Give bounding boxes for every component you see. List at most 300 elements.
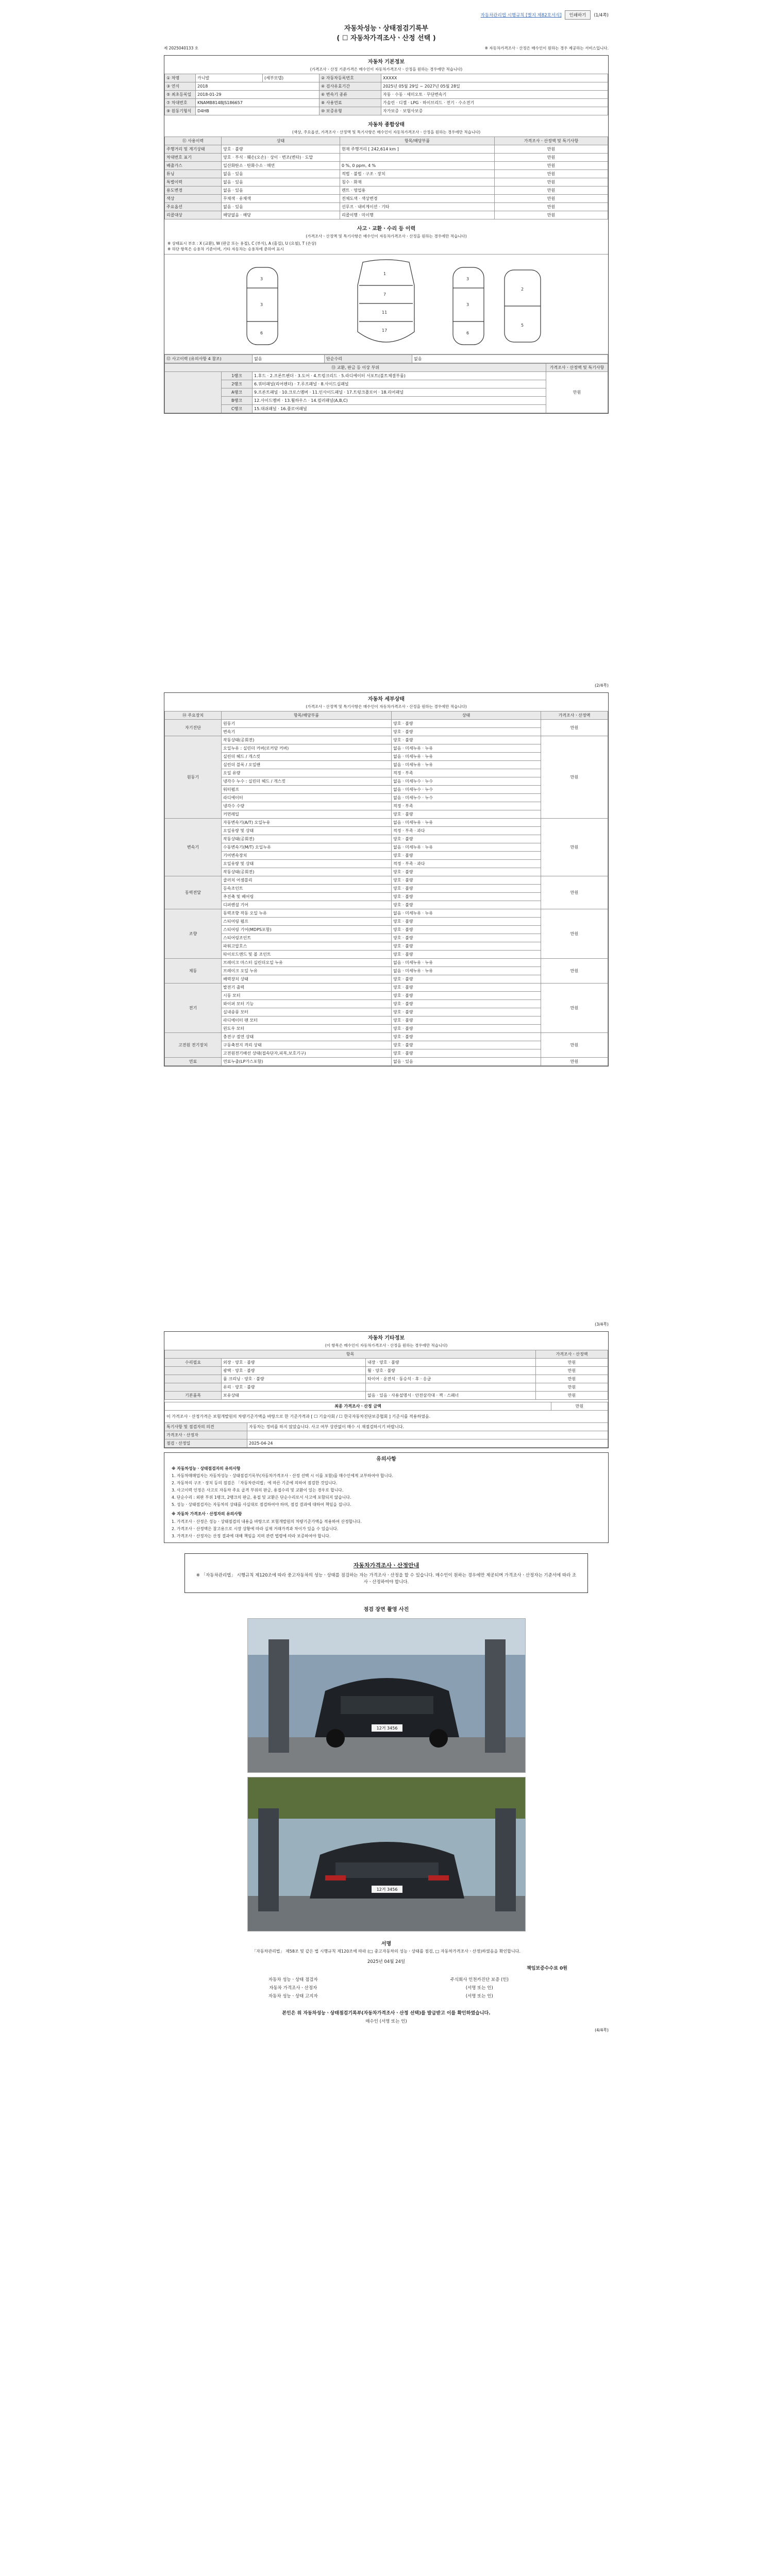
table-row bbox=[165, 1411, 608, 1423]
table-cell: 만원 bbox=[541, 959, 608, 984]
warning-item: 5. 성능ㆍ상태점검자는 자동차의 상태를 사실대로 점검하여야 하며, 점검 결과에 대하여 책임을 집니다. bbox=[172, 1502, 351, 1507]
top-bar bbox=[164, 10, 609, 20]
table-cell: 양호 · 불량 bbox=[392, 1041, 541, 1049]
table-header-row bbox=[165, 137, 608, 145]
group-name: 연료 bbox=[165, 1058, 222, 1066]
signature-date: 2025년 04월 24일 bbox=[367, 1959, 406, 1965]
table-cell: 만원 bbox=[495, 195, 608, 203]
table-cell: 동력조향 작동 오일 누유 bbox=[222, 909, 392, 918]
table-row bbox=[165, 355, 608, 363]
table-cell: 외장 · 양호 · 불량 bbox=[222, 1359, 366, 1367]
table-cell: 2018 bbox=[196, 82, 320, 91]
table-cell: 라디에이터 bbox=[222, 794, 392, 802]
table-row bbox=[165, 170, 608, 178]
table-cell: 오일유량 및 상태 bbox=[222, 860, 392, 868]
svg-text:3: 3 bbox=[466, 302, 469, 307]
rank-rows bbox=[165, 372, 608, 413]
doc-note: ※ 자동차가격조사ㆍ산정은 매수인이 원하는 경우 제공하는 서비스입니다. bbox=[484, 46, 609, 50]
detail-rows bbox=[165, 720, 608, 1066]
page-label: (3/4쪽) bbox=[595, 1322, 609, 1327]
table-row bbox=[165, 380, 608, 388]
table-row bbox=[165, 1439, 608, 1448]
plate-text: 12거 3456 bbox=[376, 1726, 397, 1731]
warning-item: 1. 가격조사ㆍ산정은 성능ㆍ상태점검의 내용을 바탕으로 보험개발원의 차량기준가액을 적용하여 산정합니다. bbox=[172, 1519, 362, 1524]
table-cell: 6.쿼터패널(리어펜더) · 7.루프패널 · 8.사이드실패널 bbox=[253, 380, 546, 388]
table-cell: 배력장치 상태 bbox=[222, 975, 392, 984]
table-cell: 만원 bbox=[541, 909, 608, 959]
column-header: 항목/해당부품 bbox=[340, 137, 495, 145]
table-cell: 양호 · 불량 bbox=[392, 868, 541, 876]
accident-legend-2: ※ 하단 항목은 승용차 기준이며, 기타 자동차는 승용차에 준하여 표시 bbox=[167, 247, 284, 251]
table-row bbox=[165, 211, 608, 219]
table-cell: 일산화탄소 · 탄화수소 · 매연 bbox=[222, 162, 340, 170]
table-cell: 양호 · 불량 bbox=[392, 1008, 541, 1016]
table-cell: 만원 bbox=[541, 736, 608, 819]
table-cell: 적정 · 부족 · 과다 bbox=[392, 827, 541, 835]
table-cell: 양호 · 불량 bbox=[392, 984, 541, 992]
table-cell: 만원 bbox=[541, 876, 608, 909]
table-cell: 윈도우 모터 bbox=[222, 1025, 392, 1033]
svg-text:5: 5 bbox=[521, 323, 524, 328]
table-header-row bbox=[165, 364, 608, 372]
table-header-row bbox=[165, 1350, 608, 1359]
table-row bbox=[165, 195, 608, 203]
table-cell: 양호 · 불량 bbox=[392, 876, 541, 885]
price-table bbox=[164, 1402, 608, 1448]
table-row bbox=[165, 1375, 608, 1383]
buyer-confirmation: 본인은 위 자동차성능ㆍ상태점검기록부(자동차가격조사ㆍ산정 선택)를 발급받고 이를 확인하였습니다. bbox=[282, 2011, 491, 2016]
table-cell: XXXXX bbox=[381, 74, 608, 82]
table-row bbox=[165, 984, 608, 992]
car-rear-photo-icon bbox=[248, 1777, 526, 1931]
table-cell: 양호 · 불량 bbox=[392, 975, 541, 984]
sign-left-2: 자동차 가격조사ㆍ산정자 bbox=[269, 1986, 317, 1991]
table-cell: 오일유량 및 상태 bbox=[222, 827, 392, 835]
column-header: 가격조사ㆍ산정액 및 특기사항 bbox=[546, 364, 608, 372]
warnings-subtitle-1: ※ 자동차성능ㆍ상태점검자의 유의사항 bbox=[172, 1466, 241, 1471]
table-cell: ⑥ 변속기 종류 bbox=[320, 91, 381, 99]
page-label: (2/4쪽) bbox=[595, 683, 609, 688]
table-row bbox=[165, 959, 608, 967]
warning-item: 2. 가격조사ㆍ산정액은 참고용으로 시장 상황에 따라 실제 거래가격과 차이가 있을 수 있습니다. bbox=[172, 1526, 339, 1531]
table-row bbox=[165, 91, 608, 99]
table-cell: 타이로드엔드 및 볼 조인트 bbox=[222, 951, 392, 959]
table-cell: 내장 · 양호 · 불량 bbox=[366, 1359, 536, 1367]
table-cell: 스티어링 기어(MDPS포함) bbox=[222, 926, 392, 934]
page-label: (1/4쪽) bbox=[594, 13, 609, 18]
table-cell: 12.사이드멤버 · 13.휠하우스 · 14.필러패널(A,B,C) bbox=[253, 397, 546, 405]
other-section-note: (이 항목은 매수인이 자동차가격조사ㆍ산정을 원하는 경우에만 적습니다) bbox=[325, 1343, 448, 1348]
table-cell: KNAMB814BJS186657 bbox=[196, 99, 320, 107]
table-cell: 전체도색 · 색상변경 bbox=[340, 195, 495, 203]
table-cell: 15.대쉬패널 · 16.플로어패널 bbox=[253, 405, 546, 413]
signature-grid bbox=[164, 1971, 609, 2004]
table-cell: 없음 · 미세누유 · 누유 bbox=[392, 843, 541, 852]
plate-text: 12거 3456 bbox=[376, 1887, 397, 1892]
document-subtitle: ( ☐ 자동차가격조사ㆍ산정 선택 ) bbox=[337, 35, 436, 42]
table-cell: 실내송풍 모터 bbox=[222, 1008, 392, 1016]
table-cell: 오일 유량 bbox=[222, 769, 392, 777]
table-cell: 추진축 및 베어링 bbox=[222, 893, 392, 901]
sign-right-2: (서명 또는 인) bbox=[465, 1986, 493, 1991]
table-cell: 없음 · 미세누유 · 누유 bbox=[392, 753, 541, 761]
table-cell: ⑨ 원동기형식 bbox=[165, 107, 196, 115]
price-title: 최종 가격조사ㆍ산정 금액 bbox=[165, 1402, 551, 1411]
warning-item: 3. 사고이력 인정은 사고로 자동차 주요 골격 부위의 판금, 용접수리 및 교환이 있는 경우로 합니다. bbox=[172, 1488, 344, 1493]
table-cell: 디퍼렌셜 기어 bbox=[222, 901, 392, 909]
table-cell: 1랭크 bbox=[222, 372, 253, 380]
table-cell: 양호 · 불량 bbox=[392, 1049, 541, 1058]
table-cell: 없음 · 있음 bbox=[222, 178, 340, 187]
table-cell: 기본품목 bbox=[165, 1392, 222, 1400]
warning-item: 2. 자동차의 구조ㆍ장치 등의 점검은 「자동차관리법」에 따른 기준에 의하여 점검한 것입니다. bbox=[172, 1481, 338, 1486]
svg-text:3: 3 bbox=[260, 277, 263, 281]
table-cell: 와이퍼 모터 기능 bbox=[222, 1000, 392, 1008]
table-cell: A랭크 bbox=[222, 388, 253, 397]
table-cell bbox=[165, 1375, 222, 1383]
table-cell: 변속기 bbox=[222, 728, 392, 736]
table-cell: 침수 · 화재 bbox=[340, 178, 495, 187]
column-header: 항목/해당부품 bbox=[222, 711, 392, 720]
table-cell: 고전원전기배선 상태(접속단자,피복,보호기구) bbox=[222, 1049, 392, 1058]
group-name: 전기 bbox=[165, 984, 222, 1033]
table-row bbox=[165, 1058, 608, 1066]
table-cell: 용도변경 bbox=[165, 187, 222, 195]
detail-section bbox=[164, 692, 609, 1066]
table-cell: 원동기 bbox=[222, 720, 392, 728]
table-cell: 타이어 · 운전석 · 동승석 · 후 · 응급 bbox=[366, 1375, 536, 1383]
table-cell: ⑦ 차대번호 bbox=[165, 99, 196, 107]
svg-text:3: 3 bbox=[466, 277, 469, 281]
table-cell: 없음 · 미세누유 · 누유 bbox=[392, 744, 541, 753]
table-cell: 커먼레일 bbox=[222, 810, 392, 819]
table-cell: 브레이크 마스터 실린더오일 누유 bbox=[222, 959, 392, 967]
table-row bbox=[165, 1359, 608, 1367]
other-info-section bbox=[164, 1331, 609, 1448]
inspect-value bbox=[247, 1431, 608, 1439]
table-cell: 0 %, 0 ppm, 4 % bbox=[340, 162, 495, 170]
table-cell: 만원 bbox=[495, 145, 608, 154]
table-row bbox=[165, 876, 608, 885]
table-cell: 양호 · 불량 bbox=[392, 951, 541, 959]
table-row bbox=[165, 819, 608, 827]
detail-section-note: (가격조사ㆍ산정액 및 특기사항은 매수인이 자동차가격조사ㆍ산정을 원하는 경우에만 적습니다) bbox=[306, 704, 467, 709]
table-cell: 만원 bbox=[541, 720, 608, 736]
svg-text:17: 17 bbox=[382, 328, 388, 333]
table-row bbox=[165, 107, 608, 115]
table-cell: 수동변속기(M/T) 오일누유 bbox=[222, 843, 392, 852]
table-cell: 수리필요 bbox=[165, 1359, 222, 1367]
table-cell: 만원 bbox=[536, 1392, 608, 1400]
notice-body: ※ 「자동차관리법」 시행규칙 제120조에 따라 중고자동차의 성능ㆍ상태를 점검하는 자는 가격조사ㆍ산정을 할 수 있습니다. 매수인이 원하는 경우에만 제공되며 가격조사ㆍ산정자는 기준서에 따라 조사ㆍ산정하여야 합니다. bbox=[196, 1572, 577, 1585]
price-note: 이 가격조사ㆍ산정가격은 보험개발원의 차량기준가액을 바탕으로 한 기준가격과 [ ☐ 기술사회 / ☐ 한국자동차진단보증협회 ] 기준서를 적용하였음. bbox=[165, 1411, 608, 1423]
table-cell: 양호 · 불량 bbox=[392, 934, 541, 942]
table-cell: 양호 · 부식 · 훼손(오손) · 상이 · 변조(변타) · 도말 bbox=[222, 154, 340, 162]
table-cell: 없음 · 미세누유 · 누유 bbox=[392, 967, 541, 975]
warning-item: 1. 자동차매매업자는 자동차성능ㆍ상태점검기록부(자동차가격조사ㆍ산정 선택 시 이를 포함)를 매수인에게 교부하여야 합니다. bbox=[172, 1473, 393, 1479]
table-cell bbox=[165, 1383, 222, 1392]
table-cell: 단순수리 bbox=[325, 355, 412, 363]
table-cell: 없음 bbox=[253, 355, 325, 363]
table-cell: 1.후드 · 2.프론트펜더 · 3.도어 · 4.트렁크리드 · 5.라디에이터 서포트(볼트체결부품) bbox=[253, 372, 546, 380]
warning-item: 3. 가격조사ㆍ산정자는 산정 결과에 대해 책임을 지며 관련 법령에 따라 보증하여야 합니다. bbox=[172, 1533, 331, 1538]
table-row bbox=[165, 145, 608, 154]
page-label: (4/4쪽) bbox=[595, 2028, 609, 2033]
table-row bbox=[165, 154, 608, 162]
table-cell bbox=[165, 1367, 222, 1375]
table-cell: 만원 bbox=[495, 203, 608, 211]
sign-right-3: (서명 또는 인) bbox=[465, 1994, 493, 1999]
table-cell: 만원 bbox=[541, 819, 608, 876]
print-button[interactable]: 인쇄하기 bbox=[565, 10, 591, 20]
table-cell: 보유상태 bbox=[222, 1392, 366, 1400]
state-section-title: 자동차 종합상태 bbox=[367, 122, 405, 128]
table-cell: 양호 · 불량 bbox=[392, 1000, 541, 1008]
table-cell: 없음 · 미세누수 · 누수 bbox=[392, 777, 541, 786]
sign-right-1: 주식회사 인천카진단 보증 (인) bbox=[450, 1977, 509, 1983]
table-cell: 적정 · 부족 · 과다 bbox=[392, 860, 541, 868]
table-cell: 없음 · 미세누유 · 누유 bbox=[392, 909, 541, 918]
table-cell: 연료누출(LP가스포함) bbox=[222, 1058, 392, 1066]
table-cell: 없음 · 미세누유 · 누유 bbox=[392, 819, 541, 827]
table-cell: 기어변속장치 bbox=[222, 852, 392, 860]
table-cell: 양호 · 불량 bbox=[392, 1016, 541, 1025]
table-cell: 라디에이터 팬 모터 bbox=[222, 1016, 392, 1025]
table-cell: 양호 · 불량 bbox=[392, 885, 541, 893]
price-unit: 만원 bbox=[551, 1402, 608, 1411]
accident-section-note: (가격조사ㆍ산정액 및 특기사항은 매수인이 자동차가격조사ㆍ산정을 원하는 경우에만 적습니다) bbox=[306, 234, 467, 239]
basic-section-title: 자동차 기본정보 bbox=[367, 59, 405, 65]
table-row bbox=[165, 720, 608, 728]
table-cell bbox=[165, 372, 222, 413]
table-cell: 양호 · 불량 bbox=[392, 918, 541, 926]
warnings-title: 유의사항 bbox=[376, 1456, 396, 1462]
special-value: 자동차는 정비를 하지 않았습니다. 사고 여부 상관없이 매수 시 재점검하시기 바랍니다. bbox=[247, 1423, 608, 1431]
page-2 bbox=[164, 683, 609, 1316]
table-cell: 현재 주행거리 [ 242,614 km ] bbox=[340, 145, 495, 154]
column-header: 항목 bbox=[165, 1350, 536, 1359]
table-cell: 양호 · 불량 bbox=[392, 810, 541, 819]
car-damage-diagram bbox=[164, 254, 608, 354]
table-cell: 휠 · 양호 · 불량 bbox=[366, 1367, 536, 1375]
table-cell bbox=[366, 1383, 536, 1392]
table-row bbox=[165, 397, 608, 405]
notice-title: 자동차가격조사ㆍ산정안내 bbox=[353, 1562, 419, 1569]
table-cell: 만원 bbox=[495, 154, 608, 162]
table-cell: D4HB bbox=[196, 107, 320, 115]
table-cell: 없음 · 있음 · 사용설명서 · 안전삼각대 · 잭 · 스패너 bbox=[366, 1392, 536, 1400]
table-cell: 만원 bbox=[495, 187, 608, 195]
table-cell: ④ 검사유효기간 bbox=[320, 82, 381, 91]
warnings-subtitle-2: ※ 자동차 가격조사ㆍ산정자의 유의사항 bbox=[172, 1512, 242, 1517]
detail-section-title: 자동차 세부상태 bbox=[367, 697, 405, 702]
table-cell: 만원 bbox=[536, 1375, 608, 1383]
warnings-section bbox=[164, 1452, 609, 1543]
table-row bbox=[165, 1392, 608, 1400]
table-cell: 양호 · 불량 bbox=[392, 893, 541, 901]
signature-statement: 「자동차관리법」 제58조 및 같은 법 시행규칙 제120조에 따라 (□ 중고자동차의 성능ㆍ상태를 점검, □ 자동차가격조사ㆍ산정)하였음을 확인합니다. bbox=[252, 1949, 520, 1954]
table-row bbox=[165, 736, 608, 744]
state-table bbox=[164, 137, 608, 219]
state-section-note: (색상, 주요옵션, 가격조사ㆍ산정액 및 특기사항은 매수인이 자동차가격조사ㆍ산정을 원하는 경우에만 적습니다) bbox=[292, 130, 481, 134]
svg-text:6: 6 bbox=[260, 331, 263, 335]
table-cell: 양호 · 불량 bbox=[222, 145, 340, 154]
table-cell: 냉각수 수량 bbox=[222, 802, 392, 810]
basic-section-note: (가격조사ㆍ산정 기준가격은 매수인이 자동차가격조사ㆍ산정을 원하는 경우에만 적습니다) bbox=[310, 67, 463, 72]
table-cell: 없음 · 미세누수 · 누수 bbox=[392, 794, 541, 802]
table-cell: 주행거리 및 계기상태 bbox=[165, 145, 222, 154]
table-row bbox=[165, 1423, 608, 1431]
table-cell: ⑩ 보증유형 bbox=[320, 107, 381, 115]
table-row bbox=[165, 187, 608, 195]
table-cell: 충전구 절연 상태 bbox=[222, 1033, 392, 1041]
table-cell: 양호 · 불량 bbox=[392, 1025, 541, 1033]
other-section-title: 자동차 기타정보 bbox=[367, 1335, 405, 1341]
svg-text:3: 3 bbox=[260, 302, 263, 307]
table-cell: 만원 bbox=[495, 178, 608, 187]
table-cell: 만원 bbox=[536, 1359, 608, 1367]
date-label: 점검ㆍ산정일 bbox=[165, 1439, 247, 1448]
table-cell: 스티어링 펌프 bbox=[222, 918, 392, 926]
table-cell: 실린더 블록 / 오일팬 bbox=[222, 761, 392, 769]
column-header: 가격조사ㆍ산정액 및 특기사항 bbox=[495, 137, 608, 145]
table-cell: 2랭크 bbox=[222, 380, 253, 388]
table-row bbox=[165, 162, 608, 170]
table-cell: ① 차명 bbox=[165, 74, 196, 82]
table-cell: 워터펌프 bbox=[222, 786, 392, 794]
table-cell: 2018-01-29 bbox=[196, 91, 320, 99]
table-cell: (세부모델) bbox=[263, 74, 320, 82]
table-cell: 발전기 출력 bbox=[222, 984, 392, 992]
table-cell: 스티어링조인트 bbox=[222, 934, 392, 942]
table-cell: ⑤ 최초등록일 bbox=[165, 91, 196, 99]
column-header: 가격조사ㆍ산정액 bbox=[536, 1350, 608, 1359]
column-header: ⑭ 주요장치 bbox=[165, 711, 222, 720]
table-cell: 양호 · 불량 bbox=[392, 835, 541, 843]
table-cell: 리콜이행 · 미이행 bbox=[340, 211, 495, 219]
column-header: 가격조사ㆍ산정액 bbox=[541, 711, 608, 720]
sign-left-1: 자동차 성능ㆍ상태 점검자 bbox=[268, 1977, 318, 1983]
table-cell: 작동상태(공회전) bbox=[222, 736, 392, 744]
group-name: 원동기 bbox=[165, 736, 222, 819]
table-cell: 양호 · 불량 bbox=[392, 852, 541, 860]
table-row bbox=[165, 1431, 608, 1439]
meta-row bbox=[164, 45, 609, 51]
law-link[interactable]: 자동차관리법 시행규칙 [별지 제82호서식] bbox=[480, 13, 562, 18]
accident-summary-table bbox=[164, 354, 608, 363]
signature-title: 서명 bbox=[381, 1941, 392, 1947]
table-cell: 구동축전지 격리 상태 bbox=[222, 1041, 392, 1049]
table-header-row bbox=[165, 711, 608, 720]
price-notice-box bbox=[184, 1553, 588, 1594]
table-row bbox=[165, 372, 608, 380]
buyer-sign: 매수인 (서명 또는 인) bbox=[365, 2019, 407, 2025]
page-1 bbox=[164, 10, 609, 690]
table-cell: 특별이력 bbox=[165, 178, 222, 187]
table-cell: 만원 bbox=[495, 211, 608, 219]
svg-text:2: 2 bbox=[521, 287, 524, 292]
table-cell: 적법 · 불법 · 구조 · 장치 bbox=[340, 170, 495, 178]
table-cell: 리콜대상 bbox=[165, 211, 222, 219]
table-cell: ⑧ 사용연료 bbox=[320, 99, 381, 107]
group-name: 고전원 전기장치 bbox=[165, 1033, 222, 1058]
table-cell: 양호 · 불량 bbox=[392, 942, 541, 951]
table-cell: 가솔린 · 디젤 · LPG · 하이브리드 · 전기 · 수소전기 bbox=[381, 99, 608, 107]
table-cell: 적정 · 부족 bbox=[392, 802, 541, 810]
detail-table bbox=[164, 711, 608, 1066]
table-cell: 작동상태(공회전) bbox=[222, 868, 392, 876]
table-cell: 양호 · 불량 bbox=[392, 736, 541, 744]
table-cell: 색상 bbox=[165, 195, 222, 203]
inspection-photo-front bbox=[247, 1618, 526, 1773]
photos-title: 점검 장면 촬영 사진 bbox=[363, 1607, 409, 1613]
table-cell: 없음 · 미세누유 · 누유 bbox=[392, 959, 541, 967]
car-outline-icon bbox=[164, 255, 608, 355]
table-row bbox=[165, 1033, 608, 1041]
inspect-label: 가격조사ㆍ산정자 bbox=[165, 1431, 247, 1439]
table-cell: 양호 · 불량 bbox=[392, 1033, 541, 1041]
document-title: 자동차성능ㆍ상태점검기록부 bbox=[344, 25, 429, 32]
table-cell: 없음 · 있음 bbox=[392, 1058, 541, 1066]
table-cell: 만원 bbox=[541, 984, 608, 1033]
table-cell: ③ 연식 bbox=[165, 82, 196, 91]
table-cell: 만원 bbox=[541, 1058, 608, 1066]
table-row bbox=[165, 203, 608, 211]
table-cell: 렌트 · 영업용 bbox=[340, 187, 495, 195]
car-front-photo-icon bbox=[248, 1619, 526, 1773]
table-cell: B랭크 bbox=[222, 397, 253, 405]
table-cell: 만원 bbox=[495, 170, 608, 178]
table-cell: 무채색 · 유채색 bbox=[222, 195, 340, 203]
table-cell: 등속조인트 bbox=[222, 885, 392, 893]
warnings-list-1 bbox=[164, 1464, 608, 1543]
table-cell: ② 자동차등록번호 bbox=[320, 74, 381, 82]
rank-table bbox=[164, 363, 608, 413]
table-cell: 차대번호 표기 bbox=[165, 154, 222, 162]
column-header: 상태 bbox=[222, 137, 340, 145]
table-cell: 양호 · 불량 bbox=[392, 926, 541, 934]
date-value: 2025-04-24 bbox=[247, 1439, 608, 1448]
table-cell: 브레이크 오일 누유 bbox=[222, 967, 392, 975]
column-header: 상태 bbox=[392, 711, 541, 720]
table-row bbox=[165, 1402, 608, 1411]
doc-number: 제 2025040133 호 bbox=[164, 46, 198, 50]
table-cell: 만원 bbox=[536, 1383, 608, 1392]
table-cell: 9.프론트패널 · 10.크로스멤버 · 11.인사이드패널 · 17.트렁크플로어 · 18.리어패널 bbox=[253, 388, 546, 397]
basic-info-section bbox=[164, 55, 609, 414]
svg-text:1: 1 bbox=[383, 272, 386, 276]
table-cell: 해당없음 · 해당 bbox=[222, 211, 340, 219]
table-cell: 주요옵션 bbox=[165, 203, 222, 211]
table-cell: 냉각수 누수 : 실린더 헤드 / 개스킷 bbox=[222, 777, 392, 786]
insurer-fee: 책임보증수수료 0원 bbox=[527, 1966, 567, 1972]
column-header: ⑬ 교환, 판금 등 이상 부위 bbox=[165, 364, 546, 372]
table-cell: 튜닝 bbox=[165, 170, 222, 178]
signature-section bbox=[164, 1938, 609, 2033]
column-header: ⑪ 사용이력 bbox=[165, 137, 222, 145]
table-cell: 작동상태(공회전) bbox=[222, 835, 392, 843]
svg-text:7: 7 bbox=[383, 292, 386, 297]
table-cell: 없음 · 미세누수 · 누수 bbox=[392, 786, 541, 794]
table-cell: 유리 · 양호 · 불량 bbox=[222, 1383, 366, 1392]
table-cell: 만원 bbox=[495, 162, 608, 170]
accident-section-title: 사고ㆍ교환ㆍ수리 등 이력 bbox=[357, 226, 416, 232]
table-cell: 오일누유 : 실린더 커버(로커암 커버) bbox=[222, 744, 392, 753]
svg-text:11: 11 bbox=[382, 310, 388, 315]
table-cell: 시동 모터 bbox=[222, 992, 392, 1000]
table-row bbox=[165, 388, 608, 397]
table-cell: 없음 · 미세누유 · 누유 bbox=[392, 761, 541, 769]
